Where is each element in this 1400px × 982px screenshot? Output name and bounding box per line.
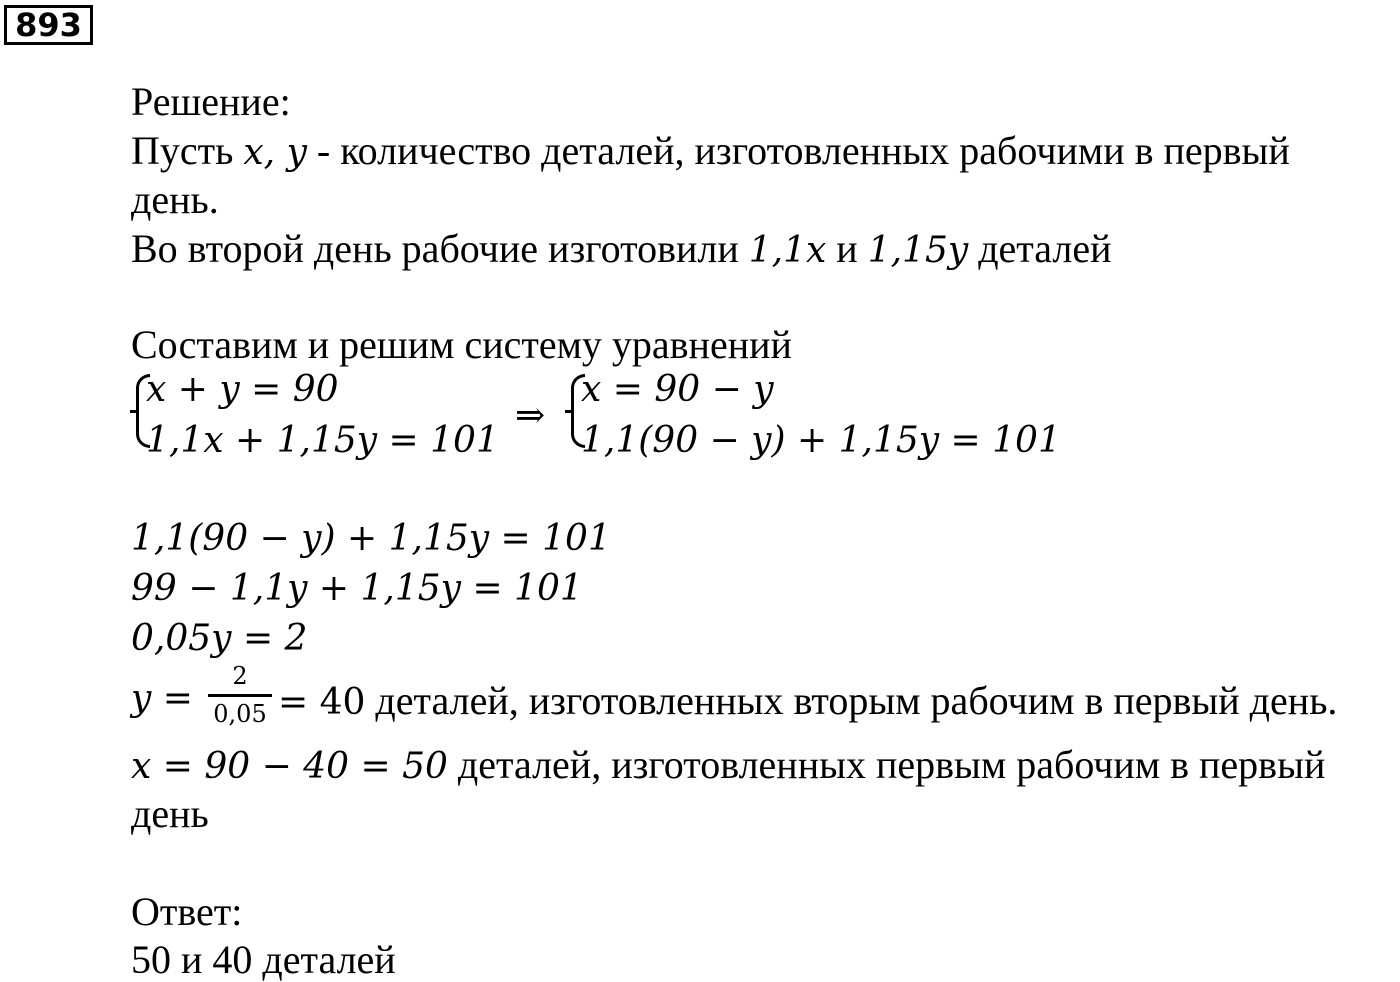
problem-number: 893: [4, 5, 93, 45]
let-line-cont: день.: [131, 177, 219, 222]
let-line: [131, 128, 1290, 173]
step-3: 0,05y = 2: [131, 618, 308, 659]
system2-eq2: 1,1(90 − y) + 1,15y = 101: [581, 420, 1061, 461]
system-intro: Составим и решим систему уравнений: [131, 322, 792, 367]
fraction-bar: [208, 694, 272, 697]
answer-label: Ответ:: [131, 889, 243, 934]
step-1: 1,1(90 − y) + 1,15y = 101: [131, 518, 611, 559]
x-line-math: x = 90 − 40 = 50: [131, 746, 448, 787]
x-line-text: деталей, изготовленных первым рабочим в первый: [447, 742, 1326, 787]
y-line-rhs: [278, 678, 1338, 723]
second-day-prefix: Во второй день рабочие изготовили: [131, 226, 749, 271]
answer-value: 50 и 40 деталей: [131, 937, 396, 982]
let-vars: x, y: [243, 132, 307, 173]
second-day-suffix: деталей: [968, 226, 1112, 271]
let-prefix: Пусть: [131, 128, 244, 173]
implies-arrow: ⇒: [515, 395, 546, 436]
system1-eq1: x + y = 90: [146, 369, 339, 410]
second-day-mid: и: [826, 226, 868, 271]
y-line-lhs: y =: [131, 678, 193, 719]
system2-eq1: x = 90 − y: [581, 369, 774, 410]
fraction-denominator: 0,05: [213, 700, 267, 728]
second-day-line: [131, 226, 1112, 271]
x-line-cont: день: [131, 791, 209, 836]
x-line: [131, 742, 1326, 787]
y-line-text: деталей, изготовленных вторым рабочим в первый день.: [365, 678, 1338, 723]
y-fraction: [208, 664, 272, 726]
solution-label: Решение:: [131, 79, 291, 124]
fraction-numerator: 2: [232, 662, 248, 690]
second-day-b: 1,15y: [867, 230, 969, 271]
let-suffix: - количество деталей, изготовленных рабочими в первый: [306, 128, 1290, 173]
second-day-a: 1,1x: [748, 230, 827, 271]
step-2: 99 − 1,1y + 1,15y = 101: [131, 568, 583, 609]
y-line-result: = 40: [278, 682, 366, 723]
system1-eq2: 1,1x + 1,15y = 101: [146, 420, 499, 461]
